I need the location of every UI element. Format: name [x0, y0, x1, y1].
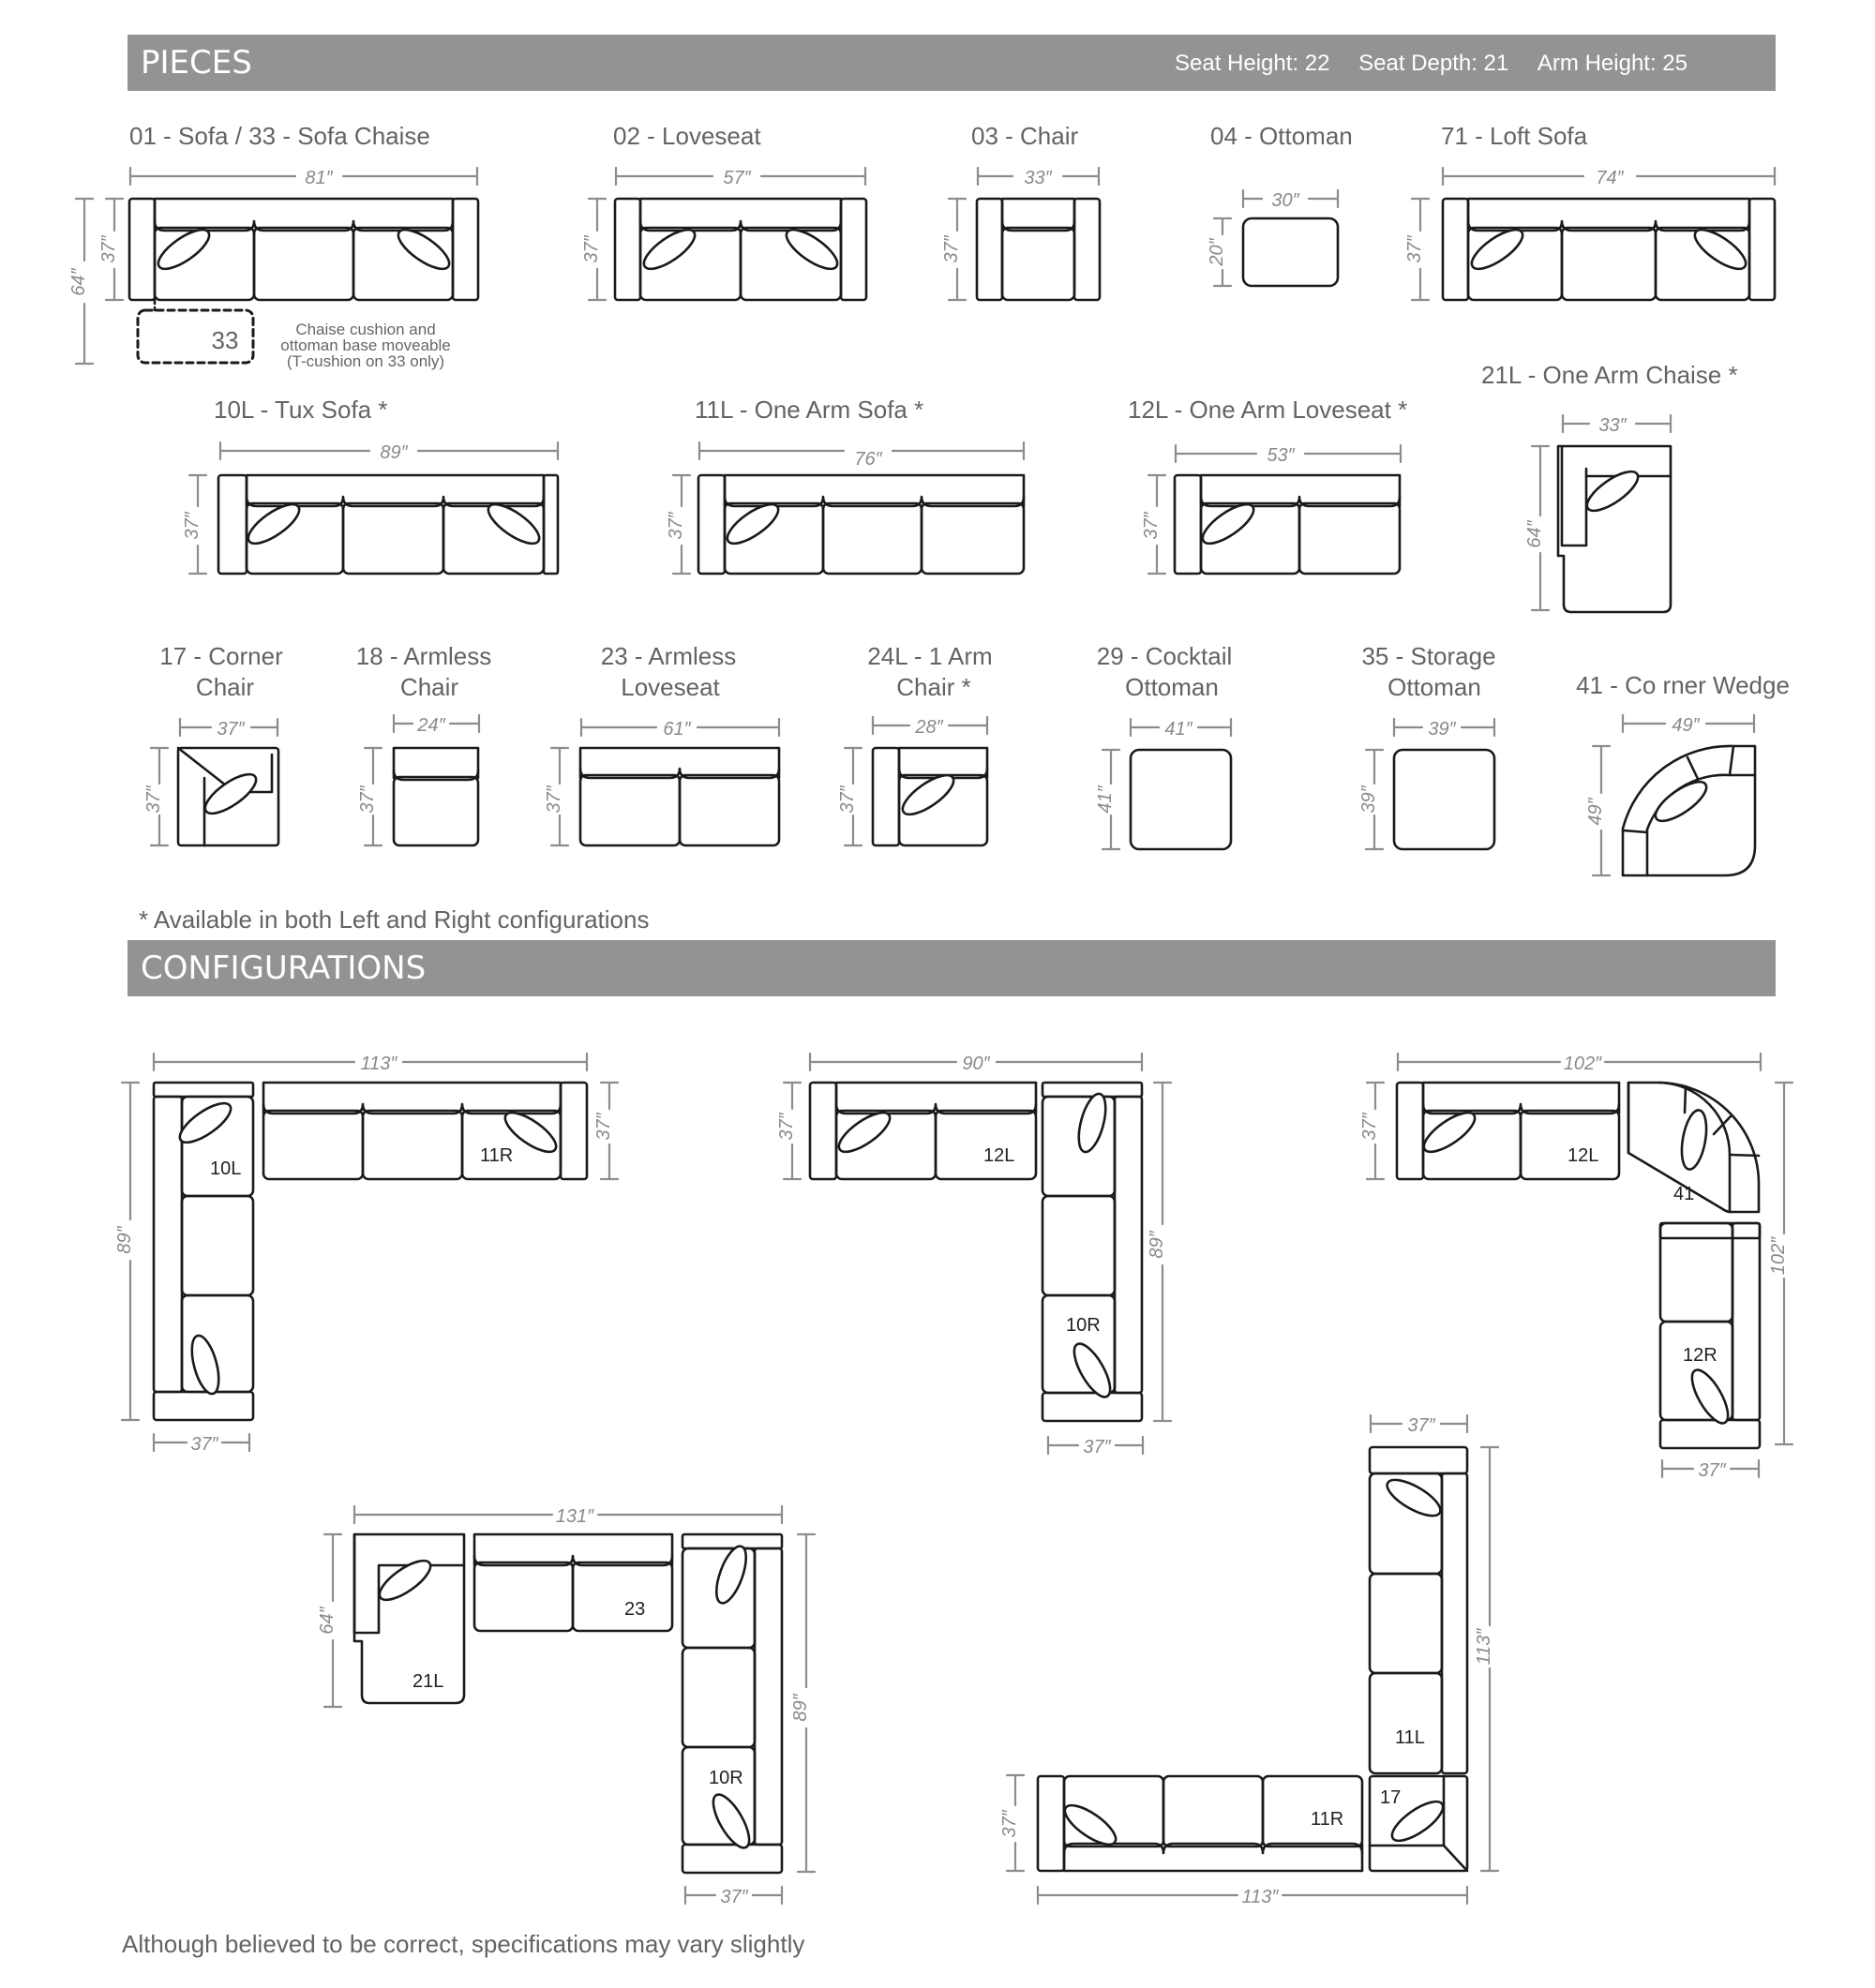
- c3-tag-41: 41: [1673, 1184, 1695, 1204]
- c4-tag-10r: 10R: [709, 1768, 743, 1788]
- dim-02-depth: 37″: [581, 235, 602, 263]
- c3-right-depth: 102″: [1768, 1236, 1789, 1276]
- piece-label-12l: 12L - One Arm Loveseat *: [1128, 396, 1408, 424]
- config-5-drawing: [1038, 1447, 1467, 1871]
- piece-label-02: 02 - Loveseat: [613, 122, 761, 150]
- piece-label-71: 71 - Loft Sofa: [1441, 122, 1588, 150]
- c5-right-depth: 113″: [1474, 1628, 1494, 1666]
- piece-dimension-lines: [76, 168, 1775, 875]
- piece-dimension-text: [68, 168, 1701, 826]
- chaise-note-line1: Chaise cushion and: [295, 321, 436, 338]
- piece-drawing-18-armless-chair: [394, 748, 478, 845]
- piece-drawing-24l-one-arm-chair: [873, 748, 987, 845]
- piece-label-11l: 11L - One Arm Sofa *: [695, 396, 924, 424]
- piece-drawing-35-storage-ottoman: [1394, 750, 1494, 849]
- configurations-title: CONFIGURATIONS: [141, 949, 427, 987]
- config-3-drawing: [1397, 1083, 1760, 1448]
- piece-drawing-11l-one-arm-sofa: [698, 475, 1024, 574]
- piece-label-17-line2: Chair: [195, 673, 255, 701]
- dim-04-width: 30″: [1271, 190, 1299, 211]
- dim-03-width: 33″: [1024, 168, 1052, 188]
- dim-35-width: 39″: [1428, 719, 1456, 740]
- dim-29-width: 41″: [1164, 719, 1192, 740]
- c3-top-width: 102″: [1563, 1054, 1602, 1074]
- c4-left-depth: 64″: [317, 1607, 338, 1635]
- dim-21l-depth: 64″: [1524, 520, 1545, 548]
- c5-bottom-width: 113″: [1241, 1887, 1279, 1907]
- config-1-drawing: [154, 1083, 587, 1420]
- c4-tag-21l: 21L: [412, 1671, 444, 1692]
- piece-label-18-line1: 18 - Armless: [355, 642, 492, 670]
- dim-24l-width: 28″: [915, 717, 943, 738]
- config-4-drawing: [354, 1534, 782, 1873]
- dim-03-depth: 37″: [941, 235, 962, 263]
- c1-tag-11r: 11R: [480, 1145, 514, 1166]
- dim-18-depth: 37″: [357, 785, 378, 814]
- dim-10l-depth: 37″: [182, 512, 202, 540]
- piece-label-35-line1: 35 - Storage: [1361, 642, 1496, 670]
- arm-height-spec: Arm Height: 25: [1537, 51, 1688, 76]
- dim-17-width: 37″: [217, 719, 245, 740]
- disclaimer: Although believed to be correct, specifications may vary slightly: [122, 1930, 805, 1958]
- dim-71-depth: 37″: [1404, 235, 1425, 263]
- piece-drawing-23-armless-loveseat: [580, 748, 779, 845]
- c3-bottom-width: 37″: [1698, 1460, 1726, 1481]
- chaise-note-line3: (T-cushion on 33 only): [286, 352, 445, 370]
- config-dimension-lines: [122, 1054, 1792, 1904]
- dim-10l-width: 89″: [380, 442, 408, 463]
- dim-12l-depth: 37″: [1141, 512, 1162, 540]
- c1-top-width: 113″: [360, 1054, 398, 1074]
- piece-label-01: 01 - Sofa / 33 - Sofa Chaise: [129, 122, 430, 150]
- c1-bottom-width: 37″: [190, 1434, 218, 1455]
- c4-right-depth: 89″: [790, 1694, 811, 1722]
- dim-21l-width: 33″: [1598, 415, 1627, 436]
- piece-drawing-03-chair: [977, 199, 1100, 300]
- dim-12l-width: 53″: [1267, 445, 1295, 466]
- dim-23-width: 61″: [663, 719, 691, 740]
- piece-drawing-10l-tux-sofa: [218, 475, 558, 574]
- pieces-title: PIECES: [141, 44, 252, 82]
- piece-label-03: 03 - Chair: [971, 122, 1079, 150]
- c5-top-width: 37″: [1407, 1415, 1435, 1436]
- c4-bottom-width: 37″: [720, 1887, 748, 1907]
- c1-tag-10l: 10L: [210, 1158, 242, 1179]
- piece-label-18-line2: Chair: [399, 673, 459, 701]
- piece-drawing-71-loft-sofa: [1443, 199, 1775, 300]
- config-dimension-text: [114, 1054, 1789, 1907]
- c2-top-width: 90″: [962, 1054, 990, 1074]
- dim-41-depth: 49″: [1585, 798, 1606, 826]
- piece-label-23-line2: Loveseat: [621, 673, 720, 701]
- config-2-drawing: [810, 1083, 1142, 1421]
- c1-right-depth: 37″: [593, 1113, 614, 1141]
- piece-drawing-41-corner-wedge: [1623, 746, 1755, 875]
- c5-left-depth: 37″: [999, 1810, 1020, 1838]
- piece-label-04: 04 - Ottoman: [1210, 122, 1353, 150]
- c2-bottom-width: 37″: [1083, 1437, 1111, 1457]
- dim-41-width: 49″: [1672, 715, 1700, 736]
- piece-label-17-line1: 17 - Corner: [159, 642, 283, 670]
- piece-drawing-02-loveseat: [615, 199, 866, 300]
- dim-01-depth: 37″: [98, 235, 119, 263]
- dim-11l-depth: 37″: [666, 512, 686, 540]
- c4-tag-23: 23: [624, 1599, 646, 1620]
- c2-right-depth: 89″: [1147, 1231, 1167, 1259]
- dim-35-depth: 39″: [1358, 785, 1379, 814]
- piece-drawing-12l-one-arm-loveseat: [1175, 475, 1400, 574]
- piece-label-10l: 10L - Tux Sofa *: [214, 396, 388, 424]
- chaise-note-line2: ottoman base moveable: [280, 336, 451, 354]
- availability-note: * Available in both Left and Right configurations: [139, 905, 650, 934]
- c2-tag-10r: 10R: [1066, 1315, 1101, 1336]
- seat-depth-spec: Seat Depth: 21: [1358, 51, 1509, 76]
- c2-left-depth: 37″: [776, 1113, 797, 1141]
- dim-29-depth: 41″: [1095, 785, 1116, 814]
- piece-label-29-line1: 29 - Cocktail: [1096, 642, 1233, 670]
- dim-24l-depth: 37″: [837, 785, 858, 814]
- c4-top-width: 131″: [555, 1506, 594, 1527]
- dim-01-chaise-depth: 64″: [68, 268, 89, 296]
- dim-71-width: 74″: [1596, 168, 1624, 188]
- piece-label-24l-line1: 24L - 1 Arm: [867, 642, 993, 670]
- chaise-note: [280, 321, 450, 370]
- dim-23-depth: 37″: [544, 785, 564, 814]
- c3-left-depth: 37″: [1359, 1113, 1380, 1141]
- chaise-cushion-tag: 33: [211, 326, 239, 354]
- piece-label-29-line2: Ottoman: [1125, 673, 1219, 701]
- c3-tag-12r: 12R: [1683, 1345, 1718, 1366]
- dim-01-width: 81″: [305, 168, 333, 188]
- c5-tag-11l: 11L: [1395, 1727, 1425, 1748]
- piece-drawing-17-corner-chair: [178, 748, 278, 845]
- c1-left-depth: 89″: [114, 1226, 135, 1254]
- c5-tag-17: 17: [1380, 1787, 1402, 1808]
- piece-drawing-21l-chaise: [1558, 446, 1671, 612]
- piece-drawing-04-ottoman: [1243, 218, 1338, 286]
- dim-04-depth: 20″: [1207, 238, 1227, 266]
- c3-tag-12l: 12L: [1568, 1145, 1599, 1166]
- piece-label-24l-line2: Chair *: [896, 673, 971, 701]
- piece-label-23-line1: 23 - Armless: [600, 642, 737, 670]
- piece-label-35-line2: Ottoman: [1388, 673, 1481, 701]
- c2-tag-12l: 12L: [983, 1145, 1015, 1166]
- piece-label-21l: 21L - One Arm Chaise *: [1481, 361, 1738, 389]
- seat-height-spec: Seat Height: 22: [1175, 51, 1330, 76]
- piece-label-41: 41 - Co rner Wedge: [1576, 671, 1790, 699]
- piece-drawing-29-cocktail-ottoman: [1131, 750, 1231, 849]
- dim-18-width: 24″: [417, 715, 445, 736]
- dim-17-depth: 37″: [143, 785, 164, 814]
- dim-02-width: 57″: [723, 168, 751, 188]
- dim-11l-width: 76″: [854, 449, 882, 470]
- c5-tag-11r: 11R: [1311, 1809, 1344, 1830]
